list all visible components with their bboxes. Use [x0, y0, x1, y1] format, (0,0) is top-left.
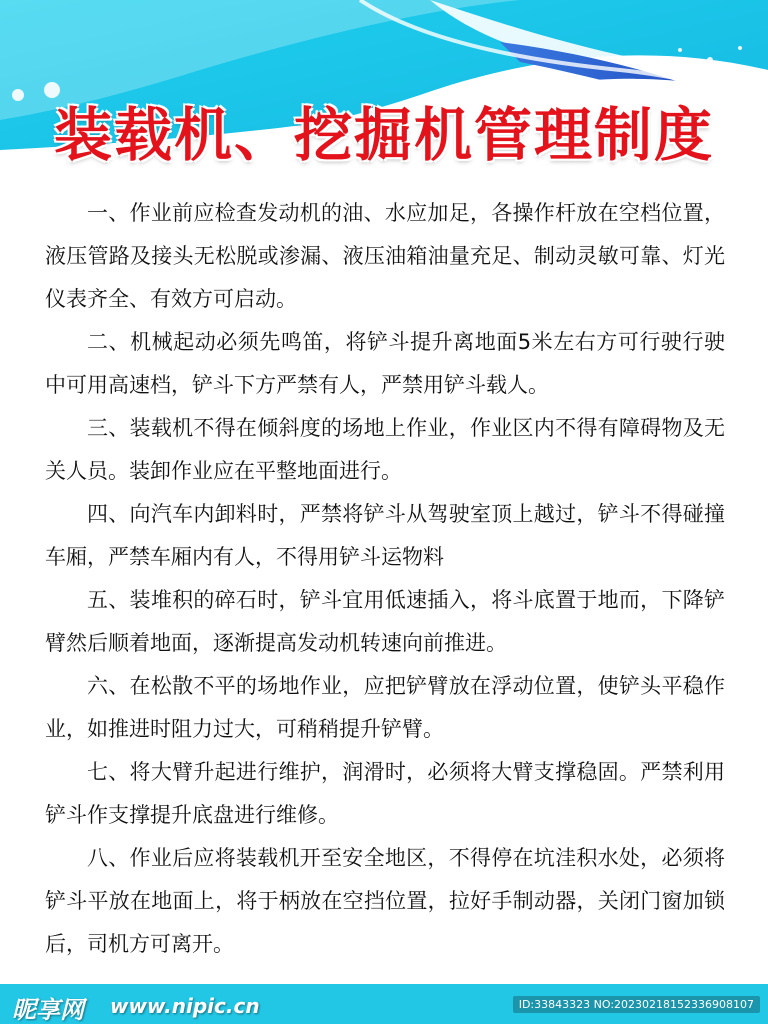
- rule-paragraph-3: 三、装载机不得在倾斜度的场地上作业，作业区内不得有障碍物及无关人员。装卸作业应在平整地面进行。: [45, 416, 725, 483]
- rule-paragraph-8: 八、作业后应将装载机开至安全地区，不得停在坑洼积水处，必须将铲斗平放在地面上，将于柄放在空挡位置，拉好手制动器，关闭门窗加锁后，司机方可离开。: [45, 846, 725, 956]
- rule-paragraph-1: 一、作业前应检查发动机的油、水应加足，各操作杆放在空档位置，液压管路及接头无松脱或渗漏、液压油箱油量充足、制动灵敏可靠、灯光仪表齐全、有效方可启动。: [45, 201, 725, 311]
- rules-content: [45, 192, 725, 966]
- watermark-id: ID:33843323 NO:20230218152336908107: [513, 996, 760, 1013]
- header-banner: [0, 0, 768, 175]
- rule-paragraph-6: 六、在松散不平的场地作业，应把铲臂放在浮动位置，使铲头平稳作业，如推进时阻力过大，可稍稍提升铲臂。: [45, 674, 725, 741]
- watermark-logo: 昵享网: [12, 996, 84, 1024]
- watermark-url: www.nipic.cn: [110, 994, 260, 1018]
- page-title: 装载机、挖掘机管理制度: [53, 101, 714, 169]
- rule-paragraph-5: 五、装堆积的碎石时，铲斗宜用低速插入，将斗底置于地而，下降铲臂然后顺着地面，逐渐提高发动机转速向前推进。: [45, 588, 725, 655]
- rule-paragraph-4: 四、向汽车内卸料时，严禁将铲斗从驾驶室顶上越过，铲斗不得碰撞车厢，严禁车厢内有人，不得用铲斗运物料: [45, 502, 725, 569]
- rule-paragraph-2: 二、机械起动必须先鸣笛，将铲斗提升离地面5米左右方可行驶行驶中可用高速档，铲斗下方严禁有人，严禁用铲斗载人。: [45, 330, 725, 397]
- rule-paragraph-7: 七、将大臂升起进行维护，润滑时，必须将大臂支撑稳固。严禁利用铲斗作支撑提升底盘进行维修。: [45, 760, 725, 827]
